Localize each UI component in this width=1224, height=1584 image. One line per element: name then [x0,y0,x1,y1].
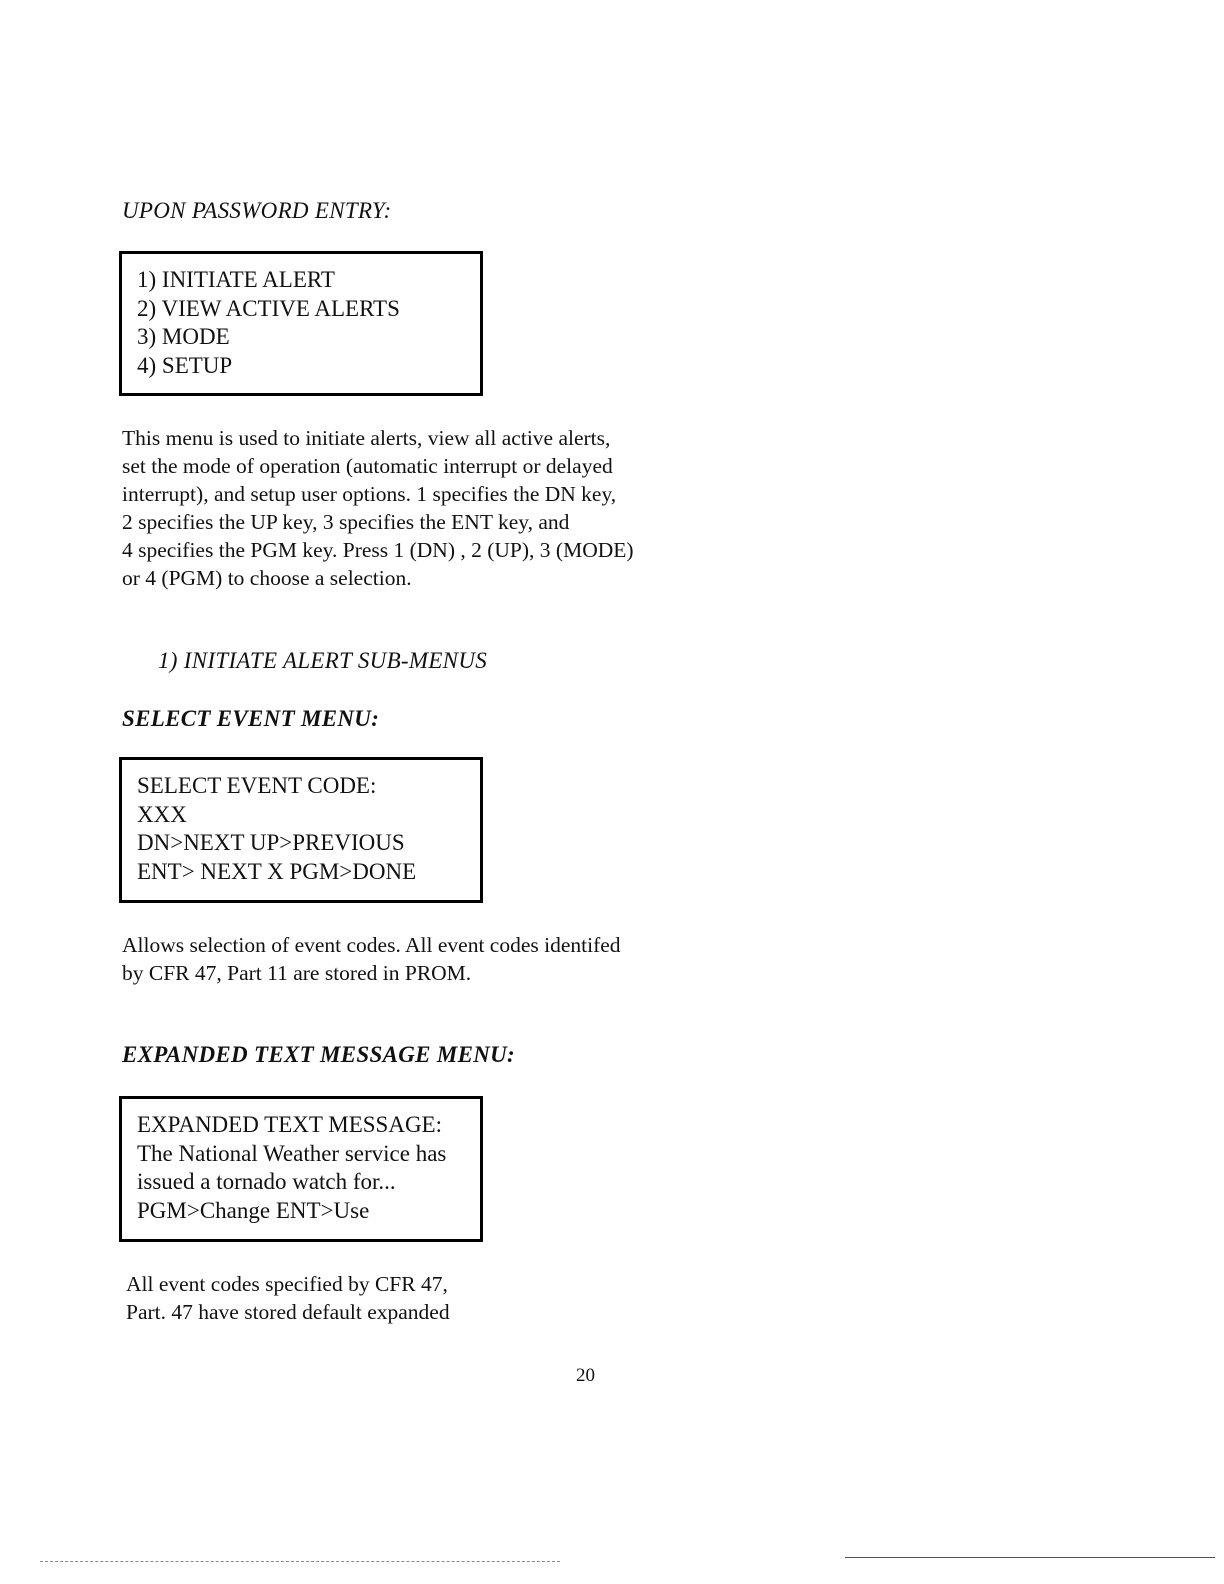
main-menu-display [119,251,483,396]
paragraph-line: interrupt), and setup user options. 1 specifies the DN key, [122,482,617,506]
main-menu-line: 4) SETUP [137,352,233,378]
select-event-line: XXX [137,801,187,827]
main-menu-description [122,424,634,592]
expanded-text-menu-heading: EXPANDED TEXT MESSAGE MENU: [122,1042,516,1067]
paragraph-line: by CFR 47, Part 11 are stored in PROM. [122,961,472,985]
select-event-display [119,757,483,903]
select-event-description [122,931,621,987]
paragraph-line: All event codes specified by CFR 47, [126,1272,448,1296]
paragraph-line: or 4 (PGM) to choose a selection. [122,566,412,590]
paragraph-line: This menu is used to initiate alerts, view all active alerts, [122,426,611,450]
expanded-text-line: The National Weather service has [137,1140,447,1166]
paragraph-line: 2 specifies the UP key, 3 specifies the ENT key, and [122,510,570,534]
scan-artifact-line [40,1561,560,1562]
initiate-alert-submenus-heading: 1) INITIATE ALERT SUB-MENUS [158,648,488,673]
main-menu-line: 2) VIEW ACTIVE ALERTS [137,295,400,321]
select-event-line: ENT> NEXT X PGM>DONE [137,858,417,884]
paragraph-line: 4 specifies the PGM key. Press 1 (DN) , 2 (UP), 3 (MODE) [122,538,634,562]
expanded-text-line: issued a tornado watch for... [137,1169,396,1194]
expanded-text-line: EXPANDED TEXT MESSAGE: [137,1112,442,1137]
paragraph-line: set the mode of operation (automatic interrupt or delayed [122,454,613,478]
select-event-menu-heading: SELECT EVENT MENU: [122,706,380,731]
scan-artifact-line [845,1557,1215,1558]
select-event-line: DN>NEXT UP>PREVIOUS [137,830,405,855]
password-entry-heading: UPON PASSWORD ENTRY: [122,198,392,223]
paragraph-line: Allows selection of event codes. All event codes identifed [122,933,621,957]
main-menu-line: 1) INITIATE ALERT [137,267,335,292]
main-menu-line: 3) MODE [137,324,230,349]
select-event-line: SELECT EVENT CODE: [137,773,377,798]
expanded-text-description [126,1270,450,1326]
paragraph-line: Part. 47 have stored default expanded [126,1300,450,1324]
page-number: 20 [576,1365,595,1386]
expanded-text-display [119,1096,483,1242]
expanded-text-line: PGM>Change ENT>Use [137,1197,370,1223]
